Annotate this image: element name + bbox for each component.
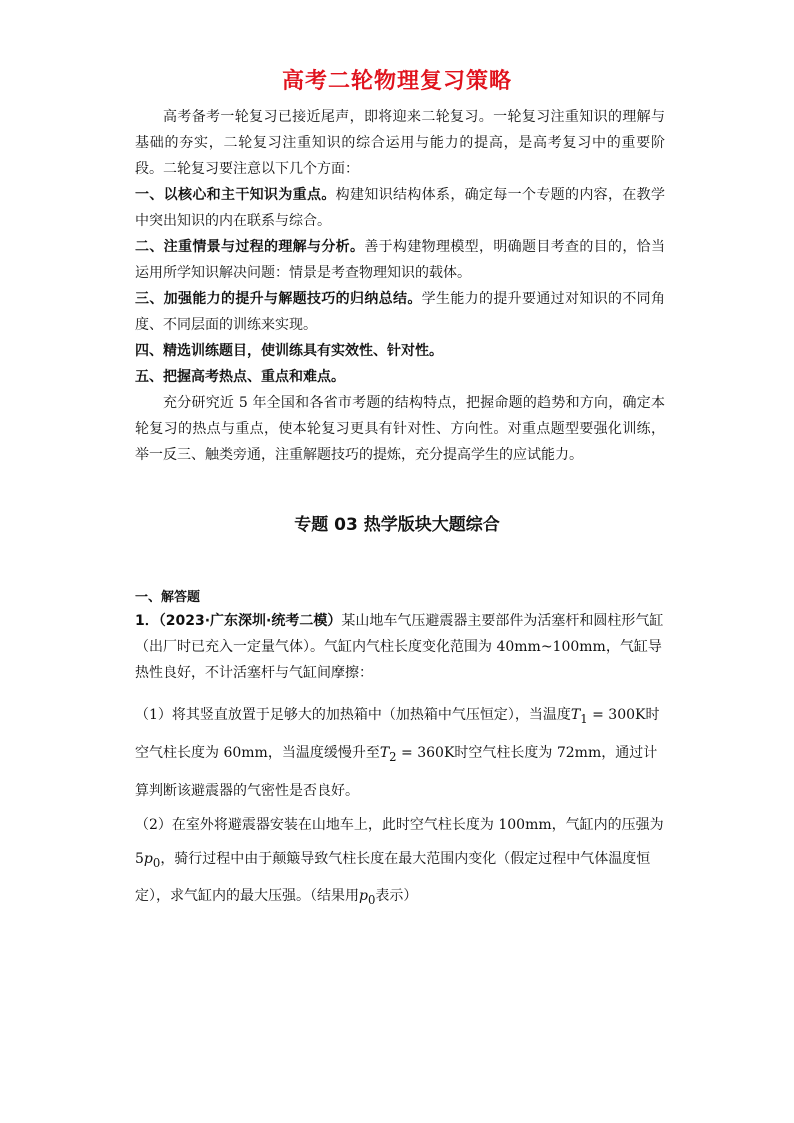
temp-subscript: 1 bbox=[580, 711, 588, 726]
question-stem bbox=[135, 608, 665, 686]
pressure-subscript: 0 bbox=[152, 855, 161, 870]
topic-title: 专题 03 热学版块大题综合 bbox=[294, 515, 500, 535]
strategy-point-5 bbox=[135, 364, 665, 390]
pressure-symbol: p bbox=[143, 850, 153, 867]
pressure-symbol: p bbox=[359, 888, 368, 905]
point-heading: 四、精选训练题目，使训练具有实效性、针对性。 bbox=[135, 343, 443, 359]
part-text: （1）将其竖直放置于足够大的加热箱中（加热箱中气压恒定），当温度 bbox=[135, 707, 571, 723]
question-part-1 bbox=[135, 698, 665, 808]
conclusion-paragraph: 充分研究近 5 年全国和各省市考题的结构特点，把握命题的趋势和方向，确定本轮复习的热点与重点，使本轮复习更具有针对性、方向性。对重点题型要强化训练，举一反三、触类旁通，注重解题技巧的提炼，充分提高学生的应试能力。 bbox=[135, 395, 665, 463]
strategy-section bbox=[135, 104, 665, 468]
strategy-point-3 bbox=[135, 286, 665, 338]
point-body: 善于构建物理模型，明确题目考查的目的，恰当运用所学知识解决问题：情景是考查物理知识的载体。 bbox=[135, 239, 666, 281]
page-title: 高考二轮物理复习策略 bbox=[281, 69, 512, 94]
temp-value: = 300K bbox=[587, 707, 646, 723]
part-text: 时空气柱长度为 72mm，通过计算判断该避震器的气密性是否良好。 bbox=[135, 744, 658, 799]
point-heading: 三、加强能力的提升与解题技巧的归纳总结。 bbox=[135, 291, 422, 307]
pressure-coefficient: 5 bbox=[135, 850, 144, 867]
temp-symbol-t1: T bbox=[570, 707, 581, 723]
point-heading: 二、注重情景与过程的理解与分析。 bbox=[135, 239, 365, 255]
question-1 bbox=[135, 608, 665, 917]
point-heading: 一、以核心和主干知识为重点。 bbox=[135, 187, 336, 203]
part-text: 表示） bbox=[375, 888, 418, 905]
question-part-2 bbox=[135, 808, 665, 918]
question-source: （2023·广东深圳·统考二模） bbox=[158, 613, 342, 629]
intro-paragraph: 高考备考一轮复习已接近尾声，即将迎来二轮复习。一轮复习注重知识的理解与基础的夯实，二轮复习注重知识的综合运用与能力的提高，是高考复习中的重要阶段。二轮复习要注意以下几个方面： bbox=[135, 109, 665, 177]
part-text: 时空气柱长度为 60mm，当温度缓慢升至 bbox=[135, 707, 660, 761]
question-stem-text: 某山地车气压避震器主要部件为活塞杆和圆柱形气缸（出厂时已充入一定量气体）。气缸内气柱长度变化范围为 40mm~100mm，气缸导热性良好，不计活塞杆与气缸间摩擦： bbox=[135, 613, 664, 681]
temp-value: = 360K bbox=[396, 744, 455, 761]
strategy-point-1 bbox=[135, 182, 665, 234]
strategy-point-4 bbox=[135, 338, 665, 364]
section-heading: 一、解答题 bbox=[135, 590, 201, 605]
strategy-point-2 bbox=[135, 234, 665, 286]
temp-subscript: 2 bbox=[389, 749, 397, 764]
part-text: ，骑行过程中由于颠簸导致气柱长度在最大范围内变化（假定过程中气体温度恒定），求气缸内的最大压强。（结果用 bbox=[135, 850, 651, 905]
temp-symbol-t2: T bbox=[379, 744, 390, 761]
question-number: 1． bbox=[135, 613, 159, 629]
point-body: 构建知识结构体系，确定每一个专题的内容，在教学中突出知识的内在联系与综合。 bbox=[135, 187, 666, 229]
part-text: （2）在室外将避震器安装在山地车上，此时空气柱长度为 100mm，气缸内的压强为 bbox=[135, 816, 664, 833]
pressure-subscript: 0 bbox=[367, 893, 376, 908]
point-body: 学生能力的提升要通过对知识的不同角度、不同层面的训练来实现。 bbox=[135, 291, 666, 333]
point-heading: 五、把握高考热点、重点和难点。 bbox=[135, 369, 345, 385]
